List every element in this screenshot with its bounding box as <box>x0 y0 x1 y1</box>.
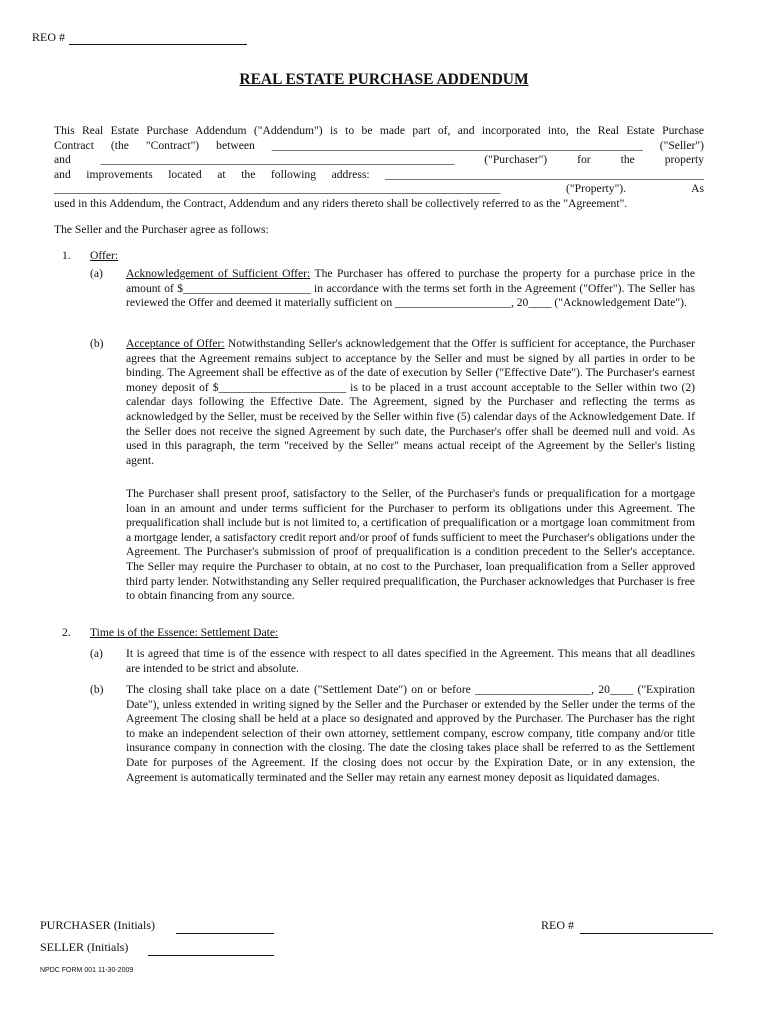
intro-line: used in this Addendum, the Contract, Addendum and any riders thereto shall be collectively referred to as the "Agreement". <box>54 196 628 210</box>
intro-line: and _____________________________________________________________ ("Purchaser") for the property <box>54 153 704 167</box>
section-1b-text: Notwithstanding Seller's acknowledgement that the Offer is sufficient for acceptance, the Purchaser agrees that the Agreement remains subject to acceptance by the Seller and must be signed by all parties in order to be binding. The Agreement shall be effective as of the date of execution by Seller ("Effective Date"). The Purchaser's earnest money deposit of $______________________ is to be placed in a trust account acceptable to the Seller within two (2) calendar days following the Effective Date. The Agreement, signed by the Purchaser and reflecting the terms as acknowledged by the Seller, must be received by the Seller within five (5) calendar days of the Acknowledgement Date. If the Seller does not receive the signed Agreement by such date, the Purchaser's offer shall be deemed null and void. As used in this paragraph, the term "received by the Seller" means actual receipt of the Agreement by the Seller's listing agent. <box>126 337 695 467</box>
reo-number-footer: REO # <box>541 918 574 932</box>
section-2a-label: (a) <box>90 647 103 660</box>
reo-number-field <box>32 30 247 45</box>
intro-paragraph <box>54 124 704 212</box>
section-1a-heading: Acknowledgement of Sufficient Offer: <box>126 267 311 280</box>
section-2-number: 2. <box>62 626 71 639</box>
agree-statement: The Seller and the Purchaser agree as follows: <box>54 223 269 236</box>
section-1-number: 1. <box>62 249 71 262</box>
section-1-title: Offer: <box>90 249 119 262</box>
section-1b-paragraph-2: The Purchaser shall present proof, satisfactory to the Seller, of the Purchaser's funds or prequalification for a mortgage loan in an amount and under terms sufficient for the Purchaser to perform its obligations under this Agreement. The prequalification shall include but is not limited to, a certification of prequalification or a mortgage loan commitment from a mortgage lender, a satisfactory credit report and/or proof of funds sufficient to meet the Purchaser's obligations under the Agreement. The Purchaser's submission of proof of prequalification is a condition precedent to the Seller's acceptance. The Seller may require the Purchaser to obtain, at no cost to the Purchaser, loan prequalification from a Seller approved third party lender. Notwithstanding any Seller required prequalification, the Purchaser acknowledges that Purchaser is free to obtain financing from any source. <box>126 487 695 603</box>
reo-footer-line <box>580 933 713 934</box>
intro-line: and improvements located at the following address: _______________________________________________________ <box>54 167 704 181</box>
purchaser-initials-label: PURCHASER (Initials) <box>40 918 156 932</box>
section-2a-body: It is agreed that time is of the essence with respect to all dates specified in the Agreement. This means that all deadlines are intended to be strict and absolute. <box>126 647 695 675</box>
section-1b-body <box>126 337 695 468</box>
section-2b-label: (b) <box>90 683 104 696</box>
seller-initials-line <box>148 955 274 956</box>
intro-line: Contract (the "Contract") between ________________________________________________________________ ("Seller") <box>54 138 704 152</box>
purchaser-initials-line <box>176 933 274 934</box>
seller-initials-label: SELLER (Initials) <box>40 940 129 954</box>
intro-line: _____________________________________________________________________________ ("Property"). As <box>54 182 704 196</box>
section-1a-label: (a) <box>90 267 103 280</box>
form-identifier: NPDC FORM 001 11-30-2009 <box>40 967 134 974</box>
document-title: REAL ESTATE PURCHASE ADDENDUM <box>239 71 529 88</box>
reo-label: REO # <box>32 30 65 44</box>
section-2b-body: The closing shall take place on a date ("Settlement Date") on or before ____________________, 20____ ("Expiration Date"), unless extended in writing signed by the Seller and the Purchaser or extended by the Seller under the terms of the Agreement The closing shall be held at a place so designated and approved by the Purchaser. The Purchaser has the right to make an independent selection of their own attorney, settlement company, escrow company, title company and/or title insurance company in connection with the closing. The date the closing takes place shall be referred to as the Settlement Date for purposes of the Agreement. If the closing does not occur by the Expiration Date, or in any extension, the Agreement is automatically terminated and the Seller may retain any earnest money deposit as liquidated damages. <box>126 683 695 784</box>
section-2-title: Time is of the Essence: Settlement Date: <box>90 626 279 639</box>
section-1b-heading: Acceptance of Offer: <box>126 337 225 350</box>
intro-line: This Real Estate Purchase Addendum ("Addendum") is to be made part of, and incorporated into, the Real Estate Purchase <box>54 124 704 137</box>
section-1b-label: (b) <box>90 337 104 350</box>
section-1a-text: The Purchaser has offered to purchase the property for a purchase price in the amount of $______________________ in accordance with the terms set forth in the Agreement ("Offer"). The Seller has reviewed the Offer and deemed it materially sufficient on ____________________, 20____ ("Acknowledgement Date"). <box>126 267 695 310</box>
section-1a-body <box>126 267 695 311</box>
reo-blank-line <box>69 32 247 45</box>
